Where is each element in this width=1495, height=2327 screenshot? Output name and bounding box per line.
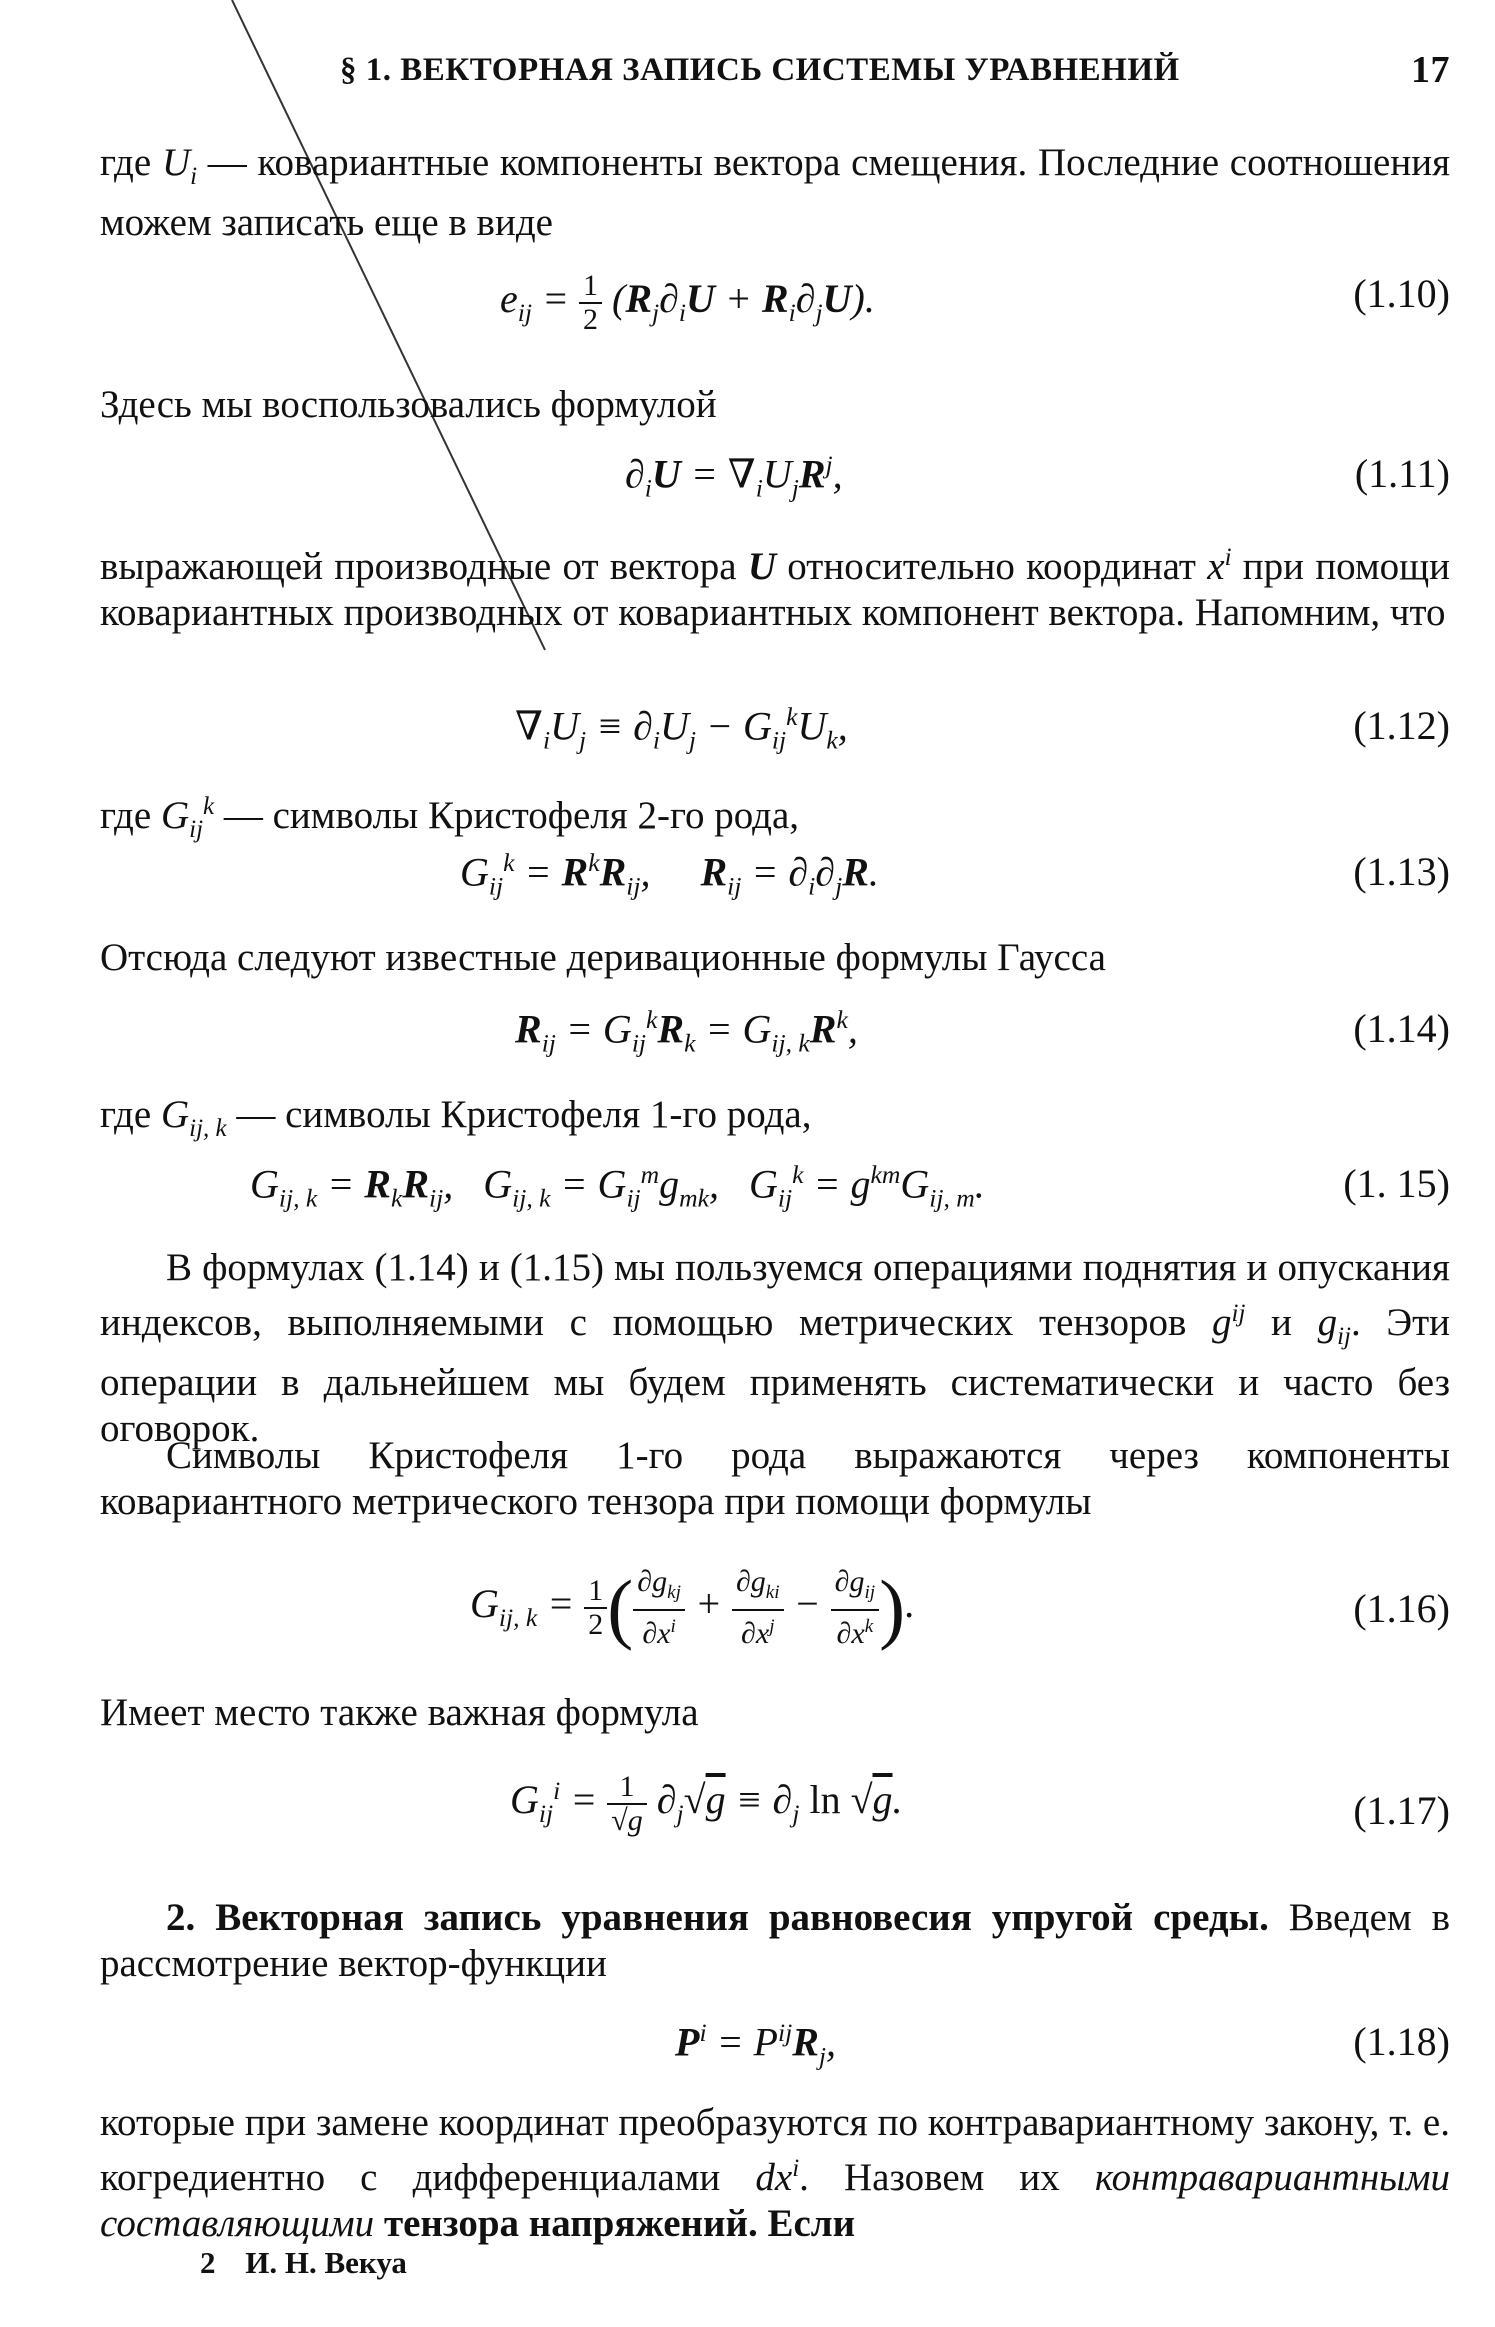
- equation-1-16: $G_{ij, k}$ = $\frac{1}{2}$ ( $\frac{\partial g_{kj}}{\partial x^i}$ + $\frac{\partial g_{ki}}{\partial x^j}$ − $\frac{\partial g_{ij}}{\partial x^k}$ ). (1.16): [470, 1564, 1450, 1651]
- author-name: И. Н. Векуа: [245, 2245, 407, 2280]
- para7-text-a: В формулах (1.14) и (1.15) мы пользуемся операциями поднятия и опускания индексов, выполняемыми с помощью метрических тензоров: [100, 1246, 1450, 1344]
- equation-1-12: $\nabla_iU_j \equiv \partial_iU_j - G_{ij}^kU_k$, (1.12): [515, 702, 1450, 755]
- paragraph-4: где $G_{ij}^k$ — символы Кристофеля 2-го рода,: [100, 793, 799, 843]
- page-number: 17: [1411, 49, 1450, 91]
- signature-number: 2: [200, 2245, 216, 2280]
- running-title: § 1. ВЕКТОРНАЯ ЗАПИСЬ СИСТЕМЫ УРАВНЕНИЙ: [340, 52, 1180, 88]
- section-2-paragraph: [100, 1895, 1450, 1987]
- paragraph-5: Отсюда следуют известные деривационные формулы Гаусса: [100, 936, 1106, 979]
- paragraph-3: выражающей производные от вектора U относительно координат $x^i$ при помощи ковариантных производных от ковариантных компонент вектора. Напомним, что: [100, 544, 1451, 634]
- para10-text-b: . Назовем их: [799, 2156, 1060, 2199]
- para3-text-c: при помощи ковариантных производных от ковариантных компонент вектора. Напомним, что: [100, 545, 1451, 634]
- para1-rest: — ковариантные компоненты вектора смещения. Последние соотношения можем записать еще в виде: [100, 141, 1451, 244]
- equation-1-13: $G_{ij}^k = R^kR_{ij}$, $R_{ij} = \partial_i\partial_jR$. (1.13): [460, 848, 1450, 901]
- para4-rest: — символы Кристофеля 2-го рода,: [214, 794, 799, 837]
- section-2-intro: Введем в рассмотрение вектор-функции: [100, 1896, 1450, 1985]
- paragraph-10: которые при замене координат преобразуются по контравариантному закону, т. е. когредиентно с дифференциалами $dx^i$. Назовем их контравариантными составляющими тензора напряжений. Если: [100, 2101, 1450, 2245]
- signature-footer: [200, 2245, 407, 2281]
- equation-number-1-10: (1.10): [1353, 271, 1450, 316]
- equation-1-17: $G_{ij}^i$ = $\frac{1}{√g}$ $\partial_j√g \equiv \partial_j$ ln √g. (1.17): [510, 1770, 1450, 1837]
- equation-1-15: $G_{ij, k} = R_kR_{ij}$, $G_{ij, k} = G_{ij}^mg_{mk}$, $G_{ij}^k = g^{km}G_{ij, m}$. (1. 15): [250, 1160, 1450, 1213]
- para10-emphasis: контравариантными составляющими: [100, 2156, 1450, 2245]
- equation-1-10: $e_{ij}$ = $\frac{1}{2}$ $(R_j\partial_iU + R_i\partial_jU)$. (1.10): [500, 269, 1450, 336]
- paragraph-2: Здесь мы воспользовались формулой: [100, 383, 717, 426]
- para7-text-b: . Эти операции в дальнейшем мы будем применять систематически и часто без оговорок.: [100, 1301, 1451, 1450]
- section-2-heading: 2. Векторная запись уравнения равновесия упругой среды.: [166, 1896, 1269, 1939]
- para10-text-c: тензора напряжений. Если: [383, 2202, 856, 2245]
- equation-number-1-12: (1.12): [1353, 703, 1450, 748]
- equation-number-1-11: (1.11): [1354, 451, 1450, 496]
- running-header: [340, 49, 1450, 102]
- equation-1-18: $P^i = P^{ij}R_j$, (1.18): [675, 2018, 1450, 2071]
- equation-number-1-14: (1.14): [1353, 1006, 1450, 1051]
- paragraph-7: В формулах (1.14) и (1.15) мы пользуемся операциями поднятия и опускания индексов, выполняемыми с помощью метрических тензоров $g^{ij}$ и $g_{ij}$. Эти операции в дальнейшем мы будем применять систематически и часто без оговорок.: [100, 1246, 1451, 1450]
- equation-number-1-13: (1.13): [1353, 849, 1450, 894]
- paragraph-8: Символы Кристофеля 1-го рода выражаются через компоненты ковариантного метрического тензора при помощи формулы: [100, 1434, 1450, 1523]
- para10-text-a: которые при замене координат преобразуются по контравариантному закону, т. е. когредиентно с дифференциалами: [100, 2101, 1450, 2199]
- equation-number-1-18: (1.18): [1353, 2019, 1450, 2064]
- equation-number-1-17: (1.17): [1353, 1788, 1450, 1833]
- paragraph-1: где $U_i$ — ковариантные компоненты вектора смещения. Последние соотношения можем записать еще в виде: [100, 141, 1451, 244]
- paragraph-6: где $G_{ij, k}$ — символы Кристофеля 1-го рода,: [100, 1093, 812, 1142]
- para7-and: и: [1271, 1301, 1292, 1344]
- para4-lead: где: [100, 794, 152, 837]
- para3-text-b: относительно координат: [787, 545, 1196, 588]
- equation-number-1-15: (1. 15): [1343, 1161, 1450, 1206]
- para6-lead: где: [100, 1093, 152, 1136]
- para1-lead: где: [100, 141, 152, 184]
- equation-1-11: $\partial_iU = \nabla_iU_jR^j$, (1.11): [625, 450, 1450, 503]
- para6-rest: — символы Кристофеля 1-го рода,: [226, 1093, 812, 1136]
- paragraph-9: Имеет место также важная формула: [100, 1691, 699, 1734]
- equation-1-14: $R_{ij} = G_{ij}^kR_k = G_{ij, k}R^k$, (1.14): [515, 1005, 1450, 1058]
- para3-text-a: выражающей производные от вектора: [100, 545, 737, 588]
- equation-number-1-16: (1.16): [1353, 1586, 1450, 1631]
